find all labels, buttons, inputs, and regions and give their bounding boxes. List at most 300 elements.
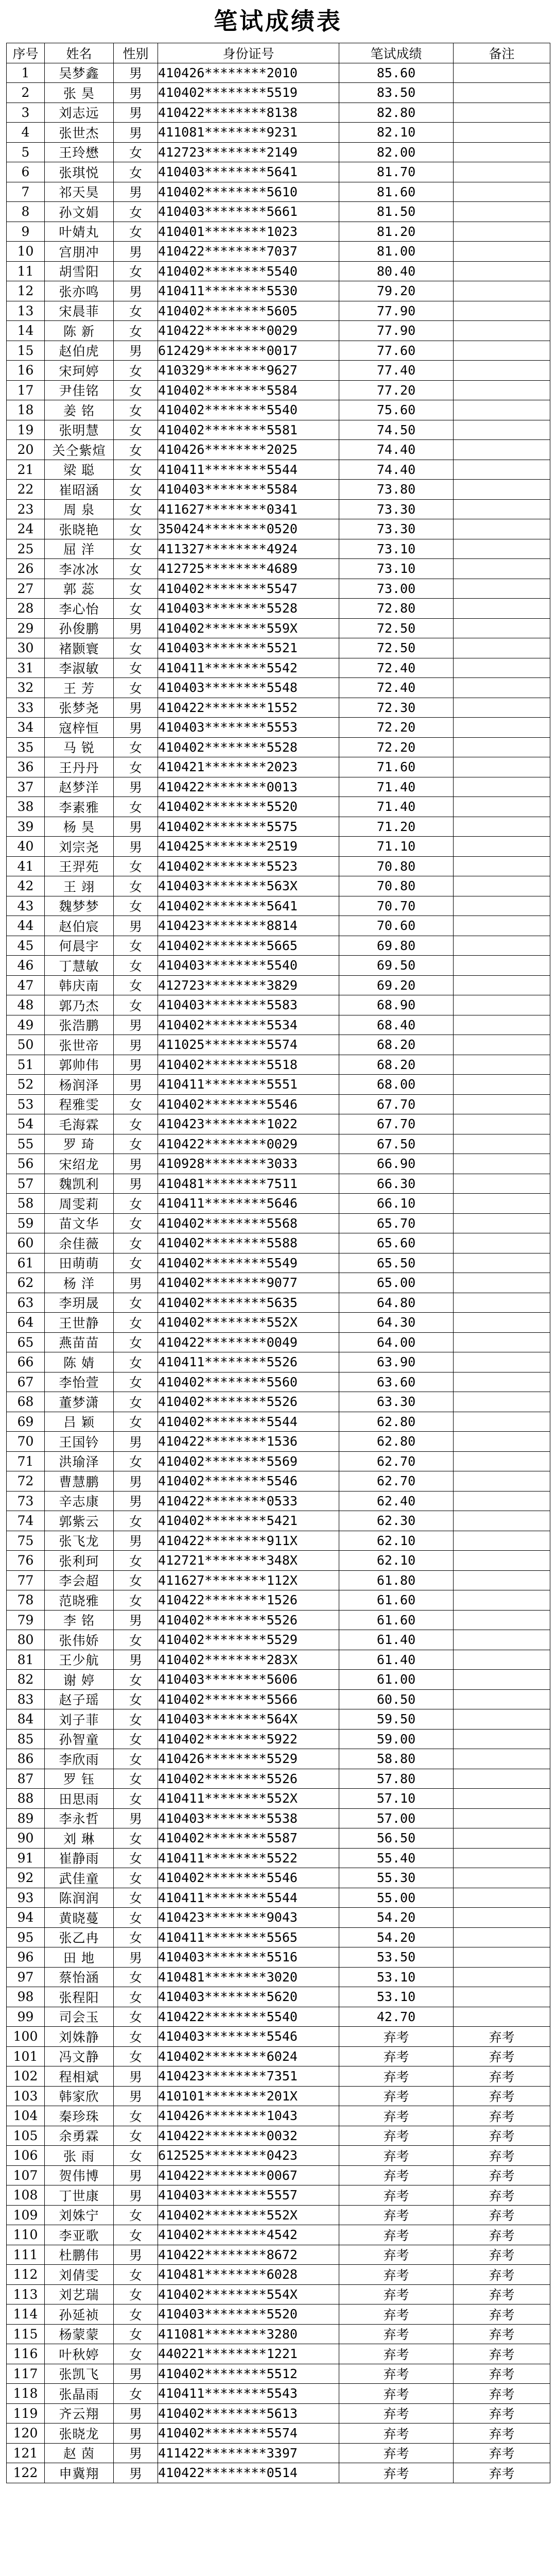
cell-score: 69.80 <box>339 936 454 956</box>
cell-gender: 女 <box>114 2027 158 2047</box>
cell-remarks <box>454 460 550 480</box>
cell-name: 关仝紫煊 <box>45 440 114 460</box>
cell-seq: 58 <box>7 1194 45 1214</box>
cell-seq: 44 <box>7 916 45 936</box>
cell-seq: 35 <box>7 737 45 757</box>
cell-seq: 69 <box>7 1412 45 1432</box>
cell-remarks <box>454 1273 550 1293</box>
cell-id-number: 411627********0341 <box>158 499 339 519</box>
cell-score: 72.40 <box>339 658 454 678</box>
cell-seq: 109 <box>7 2205 45 2225</box>
cell-gender: 男 <box>114 1491 158 1511</box>
cell-id-number: 410402********5560 <box>158 1372 339 1392</box>
cell-gender: 女 <box>114 1313 158 1333</box>
cell-remarks <box>454 1650 550 1670</box>
cell-gender: 女 <box>114 1590 158 1611</box>
cell-name: 赵子瑶 <box>45 1689 114 1709</box>
cell-name: 董梦潇 <box>45 1392 114 1412</box>
table-row <box>7 1670 550 1690</box>
cell-remarks <box>454 718 550 738</box>
table-row <box>7 837 550 857</box>
cell-id-number: 412723********2149 <box>158 142 339 162</box>
cell-seq: 79 <box>7 1610 45 1630</box>
cell-id-number: 410402********5641 <box>158 896 339 916</box>
cell-seq: 40 <box>7 837 45 857</box>
cell-id-number: 411627********112X <box>158 1570 339 1590</box>
cell-score: 57.10 <box>339 1789 454 1809</box>
cell-name: 王玲懋 <box>45 142 114 162</box>
cell-name: 宫朋冲 <box>45 242 114 262</box>
cell-score: 71.20 <box>339 817 454 837</box>
cell-name: 宋绍龙 <box>45 1154 114 1174</box>
cell-remarks <box>454 1412 550 1432</box>
cell-seq: 91 <box>7 1848 45 1868</box>
cell-score: 弃考 <box>339 2364 454 2384</box>
cell-remarks <box>454 103 550 123</box>
cell-score: 弃考 <box>339 2046 454 2066</box>
cell-id-number: 410403********5641 <box>158 162 339 182</box>
cell-seq: 92 <box>7 1868 45 1888</box>
cell-gender: 男 <box>114 1035 158 1055</box>
cell-seq: 121 <box>7 2443 45 2463</box>
cell-gender: 男 <box>114 182 158 202</box>
cell-seq: 50 <box>7 1035 45 1055</box>
cell-remarks <box>454 1590 550 1611</box>
cell-seq: 16 <box>7 361 45 381</box>
cell-score: 59.00 <box>339 1729 454 1749</box>
cell-score: 77.90 <box>339 321 454 341</box>
cell-id-number: 410422********911X <box>158 1531 339 1551</box>
cell-name: 毛海霖 <box>45 1114 114 1134</box>
cell-id-number: 410101********201X <box>158 2086 339 2106</box>
cell-seq: 41 <box>7 856 45 876</box>
cell-score: 53.50 <box>339 1947 454 1968</box>
cell-name: 秦珍珠 <box>45 2106 114 2126</box>
cell-gender: 女 <box>114 2046 158 2066</box>
cell-score: 53.10 <box>339 1967 454 1987</box>
cell-remarks <box>454 281 550 301</box>
cell-id-number: 410411********5646 <box>158 1194 339 1214</box>
cell-name: 马 锐 <box>45 737 114 757</box>
cell-gender: 女 <box>114 1511 158 1531</box>
cell-remarks <box>454 202 550 222</box>
cell-id-number: 410411********5565 <box>158 1927 339 1947</box>
cell-score: 弃考 <box>339 2225 454 2245</box>
table-row <box>7 1868 550 1888</box>
cell-id-number: 410411********5543 <box>158 2384 339 2404</box>
cell-score: 64.80 <box>339 1293 454 1313</box>
cell-gender: 女 <box>114 361 158 381</box>
cell-id-number: 410422********0514 <box>158 2463 339 2483</box>
table-row <box>7 2066 550 2087</box>
table-row <box>7 797 550 817</box>
cell-id-number: 410402********5519 <box>158 83 339 103</box>
cell-remarks <box>454 2007 550 2027</box>
cell-remarks <box>454 1035 550 1055</box>
cell-remarks: 弃考 <box>454 2205 550 2225</box>
cell-gender: 女 <box>114 1927 158 1947</box>
cell-seq: 117 <box>7 2364 45 2384</box>
cell-remarks <box>454 1372 550 1392</box>
cell-seq: 32 <box>7 678 45 698</box>
table-row <box>7 2324 550 2344</box>
cell-id-number: 410401********1023 <box>158 222 339 242</box>
cell-seq: 39 <box>7 817 45 837</box>
cell-id-number: 411025********5574 <box>158 1035 339 1055</box>
cell-seq: 104 <box>7 2106 45 2126</box>
cell-id-number: 412723********3829 <box>158 975 339 995</box>
cell-seq: 45 <box>7 936 45 956</box>
cell-id-number: 410402********5574 <box>158 2424 339 2444</box>
cell-name: 洪瑜泽 <box>45 1451 114 1471</box>
cell-id-number: 410411********5551 <box>158 1075 339 1095</box>
cell-score: 74.50 <box>339 420 454 440</box>
cell-seq: 48 <box>7 995 45 1015</box>
cell-name: 赵伯虎 <box>45 341 114 361</box>
cell-remarks <box>454 1927 550 1947</box>
cell-name: 王世静 <box>45 1313 114 1333</box>
cell-seq: 94 <box>7 1908 45 1928</box>
cell-gender: 男 <box>114 618 158 638</box>
cell-id-number: 410426********5529 <box>158 1749 339 1769</box>
cell-id-number: 410403********5553 <box>158 718 339 738</box>
cell-name: 张浩鹏 <box>45 1015 114 1035</box>
cell-score: 70.70 <box>339 896 454 916</box>
cell-gender: 女 <box>114 400 158 420</box>
cell-gender: 女 <box>114 1451 158 1471</box>
cell-gender: 男 <box>114 2403 158 2424</box>
cell-id-number: 410422********5540 <box>158 2007 339 2027</box>
cell-name: 曹慧鹏 <box>45 1471 114 1492</box>
cell-id-number: 410402********5512 <box>158 2364 339 2384</box>
cell-seq: 46 <box>7 956 45 976</box>
cell-name: 李素雅 <box>45 797 114 817</box>
cell-remarks <box>454 678 550 698</box>
cell-seq: 66 <box>7 1352 45 1372</box>
header-name: 姓名 <box>45 43 114 63</box>
cell-remarks <box>454 63 550 83</box>
cell-gender: 女 <box>114 2205 158 2225</box>
cell-remarks: 弃考 <box>454 2463 550 2483</box>
cell-remarks <box>454 182 550 202</box>
table-row <box>7 1769 550 1789</box>
cell-gender: 女 <box>114 2384 158 2404</box>
cell-id-number: 410928********3033 <box>158 1154 339 1174</box>
cell-seq: 77 <box>7 1570 45 1590</box>
table-row <box>7 1927 550 1947</box>
cell-seq: 3 <box>7 103 45 123</box>
cell-seq: 88 <box>7 1789 45 1809</box>
cell-score: 73.10 <box>339 559 454 579</box>
cell-seq: 43 <box>7 896 45 916</box>
cell-score: 54.20 <box>339 1927 454 1947</box>
table-row <box>7 817 550 837</box>
cell-name: 陈润润 <box>45 1888 114 1908</box>
table-row <box>7 499 550 519</box>
table-row <box>7 1650 550 1670</box>
table-row <box>7 1570 550 1590</box>
cell-seq: 105 <box>7 2126 45 2146</box>
cell-name: 刘姝宁 <box>45 2205 114 2225</box>
cell-gender: 男 <box>114 1947 158 1968</box>
cell-gender: 男 <box>114 2424 158 2444</box>
cell-gender: 女 <box>114 1570 158 1590</box>
cell-seq: 93 <box>7 1888 45 1908</box>
cell-id-number: 410422********0032 <box>158 2126 339 2146</box>
cell-score: 弃考 <box>339 2245 454 2265</box>
cell-name: 丁世康 <box>45 2185 114 2206</box>
cell-remarks <box>454 1094 550 1114</box>
cell-name: 冯文静 <box>45 2046 114 2066</box>
table-row <box>7 1630 550 1650</box>
cell-gender: 男 <box>114 2066 158 2087</box>
cell-remarks <box>454 599 550 619</box>
cell-score: 72.20 <box>339 718 454 738</box>
table-row <box>7 1709 550 1730</box>
cell-seq: 11 <box>7 261 45 281</box>
cell-id-number: 612525********0423 <box>158 2146 339 2166</box>
cell-gender: 女 <box>114 1194 158 1214</box>
cell-remarks <box>454 1769 550 1789</box>
cell-score: 85.60 <box>339 63 454 83</box>
cell-id-number: 410402********5569 <box>158 1451 339 1471</box>
cell-gender: 男 <box>114 1015 158 1035</box>
table-row <box>7 1749 550 1769</box>
cell-name: 宋珂婷 <box>45 361 114 381</box>
cell-remarks: 弃考 <box>454 2225 550 2245</box>
cell-name: 辛志康 <box>45 1491 114 1511</box>
cell-gender: 女 <box>114 142 158 162</box>
table-row <box>7 1253 550 1273</box>
cell-score: 弃考 <box>339 2384 454 2404</box>
cell-gender: 女 <box>114 1709 158 1730</box>
cell-id-number: 411327********4924 <box>158 539 339 559</box>
cell-gender: 女 <box>114 460 158 480</box>
cell-gender: 男 <box>114 1610 158 1630</box>
cell-gender: 女 <box>114 1551 158 1571</box>
cell-score: 75.60 <box>339 400 454 420</box>
cell-name: 王 翊 <box>45 876 114 896</box>
cell-remarks <box>454 1055 550 1075</box>
cell-gender: 女 <box>114 1987 158 2007</box>
table-row <box>7 2146 550 2166</box>
cell-score: 82.80 <box>339 103 454 123</box>
cell-seq: 86 <box>7 1749 45 1769</box>
cell-score: 61.60 <box>339 1610 454 1630</box>
cell-seq: 21 <box>7 460 45 480</box>
cell-name: 寇梓恒 <box>45 718 114 738</box>
cell-name: 韩家欣 <box>45 2086 114 2106</box>
cell-id-number: 410403********5606 <box>158 1670 339 1690</box>
cell-id-number: 410402********5613 <box>158 2403 339 2424</box>
cell-score: 53.10 <box>339 1987 454 2007</box>
cell-score: 弃考 <box>339 2324 454 2344</box>
cell-gender: 女 <box>114 2284 158 2304</box>
cell-id-number: 410422********8138 <box>158 103 339 123</box>
cell-gender: 女 <box>114 480 158 500</box>
cell-score: 64.30 <box>339 1313 454 1333</box>
cell-id-number: 410402********5526 <box>158 1392 339 1412</box>
cell-score: 弃考 <box>339 2443 454 2463</box>
cell-gender: 男 <box>114 1471 158 1492</box>
cell-gender: 男 <box>114 2165 158 2185</box>
cell-gender: 女 <box>114 975 158 995</box>
table-row <box>7 1154 550 1174</box>
cell-remarks <box>454 1987 550 2007</box>
cell-gender: 女 <box>114 678 158 698</box>
cell-gender: 女 <box>114 1332 158 1352</box>
cell-id-number: 410403********5528 <box>158 599 339 619</box>
cell-remarks: 弃考 <box>454 2066 550 2087</box>
cell-name: 杨润泽 <box>45 1075 114 1095</box>
cell-id-number: 410422********0029 <box>158 321 339 341</box>
cell-remarks <box>454 876 550 896</box>
cell-seq: 26 <box>7 559 45 579</box>
score-table <box>6 43 550 2483</box>
cell-name: 李亚歌 <box>45 2225 114 2245</box>
cell-gender: 女 <box>114 1114 158 1134</box>
cell-id-number: 410423********8814 <box>158 916 339 936</box>
cell-name: 尹佳铭 <box>45 380 114 400</box>
table-row <box>7 896 550 916</box>
cell-score: 72.80 <box>339 599 454 619</box>
cell-remarks <box>454 301 550 321</box>
cell-remarks: 弃考 <box>454 2403 550 2424</box>
cell-id-number: 410403********5538 <box>158 1808 339 1828</box>
cell-id-number: 410411********5530 <box>158 281 339 301</box>
cell-gender: 女 <box>114 1630 158 1650</box>
cell-score: 73.00 <box>339 579 454 599</box>
cell-id-number: 410402********5605 <box>158 301 339 321</box>
cell-remarks <box>454 123 550 143</box>
cell-remarks <box>454 1392 550 1412</box>
cell-remarks <box>454 1511 550 1531</box>
cell-gender: 女 <box>114 301 158 321</box>
cell-score: 68.90 <box>339 995 454 1015</box>
cell-gender: 女 <box>114 519 158 539</box>
cell-name: 张晓艳 <box>45 519 114 539</box>
table-row <box>7 599 550 619</box>
cell-id-number: 410402********5529 <box>158 1630 339 1650</box>
cell-id-number: 410481********6028 <box>158 2265 339 2285</box>
cell-remarks <box>454 380 550 400</box>
cell-seq: 10 <box>7 242 45 262</box>
cell-score: 72.30 <box>339 698 454 718</box>
table-row <box>7 1293 550 1313</box>
cell-score: 81.60 <box>339 182 454 202</box>
cell-score: 60.50 <box>339 1689 454 1709</box>
cell-gender: 男 <box>114 1174 158 1194</box>
cell-seq: 61 <box>7 1253 45 1273</box>
table-row <box>7 876 550 896</box>
table-row <box>7 380 550 400</box>
cell-id-number: 410402********5528 <box>158 737 339 757</box>
cell-gender: 女 <box>114 380 158 400</box>
cell-name: 张梦尧 <box>45 698 114 718</box>
table-row <box>7 162 550 182</box>
cell-seq: 19 <box>7 420 45 440</box>
cell-remarks <box>454 1352 550 1372</box>
cell-remarks <box>454 1114 550 1134</box>
cell-gender: 女 <box>114 539 158 559</box>
cell-remarks <box>454 757 550 777</box>
cell-score: 57.80 <box>339 1769 454 1789</box>
cell-seq: 55 <box>7 1134 45 1154</box>
cell-seq: 22 <box>7 480 45 500</box>
table-row <box>7 1511 550 1531</box>
cell-id-number: 410402********5523 <box>158 856 339 876</box>
cell-seq: 4 <box>7 123 45 143</box>
cell-score: 弃考 <box>339 2086 454 2106</box>
cell-seq: 25 <box>7 539 45 559</box>
table-row <box>7 1174 550 1194</box>
cell-score: 71.40 <box>339 777 454 797</box>
cell-seq: 64 <box>7 1313 45 1333</box>
cell-seq: 60 <box>7 1233 45 1253</box>
table-row <box>7 2265 550 2285</box>
cell-id-number: 410422********0049 <box>158 1332 339 1352</box>
cell-remarks <box>454 698 550 718</box>
cell-score: 74.40 <box>339 460 454 480</box>
cell-gender: 女 <box>114 737 158 757</box>
cell-seq: 28 <box>7 599 45 619</box>
table-row <box>7 757 550 777</box>
cell-name: 宋晨菲 <box>45 301 114 321</box>
cell-remarks <box>454 1689 550 1709</box>
cell-remarks <box>454 817 550 837</box>
table-row <box>7 2007 550 2027</box>
cell-remarks: 弃考 <box>454 2443 550 2463</box>
cell-name: 吴梦鑫 <box>45 63 114 83</box>
cell-name: 祁天昊 <box>45 182 114 202</box>
cell-id-number: 410402********5581 <box>158 420 339 440</box>
cell-score: 71.40 <box>339 797 454 817</box>
cell-id-number: 410422********1536 <box>158 1432 339 1452</box>
table-row <box>7 460 550 480</box>
cell-name: 张 雨 <box>45 2146 114 2166</box>
cell-score: 61.40 <box>339 1630 454 1650</box>
table-row <box>7 2126 550 2146</box>
cell-remarks: 弃考 <box>454 2146 550 2166</box>
cell-remarks <box>454 1789 550 1809</box>
table-row <box>7 2086 550 2106</box>
table-row <box>7 1332 550 1352</box>
cell-seq: 54 <box>7 1114 45 1134</box>
cell-remarks: 弃考 <box>454 2165 550 2185</box>
cell-name: 黄晓蔓 <box>45 1908 114 1928</box>
cell-score: 63.30 <box>339 1392 454 1412</box>
cell-gender: 女 <box>114 1134 158 1154</box>
table-row <box>7 1114 550 1134</box>
cell-seq: 116 <box>7 2344 45 2364</box>
cell-remarks: 弃考 <box>454 2027 550 2047</box>
cell-remarks <box>454 400 550 420</box>
cell-name: 孙俊鹏 <box>45 618 114 638</box>
table-body <box>7 63 550 2483</box>
cell-gender: 男 <box>114 2463 158 2483</box>
cell-gender: 女 <box>114 856 158 876</box>
cell-seq: 87 <box>7 1769 45 1789</box>
cell-gender: 女 <box>114 1094 158 1114</box>
cell-gender: 女 <box>114 1372 158 1392</box>
cell-seq: 34 <box>7 718 45 738</box>
cell-gender: 女 <box>114 2106 158 2126</box>
cell-remarks: 弃考 <box>454 2245 550 2265</box>
table-row <box>7 480 550 500</box>
cell-name: 魏梦梦 <box>45 896 114 916</box>
cell-score: 62.70 <box>339 1451 454 1471</box>
cell-seq: 49 <box>7 1015 45 1035</box>
